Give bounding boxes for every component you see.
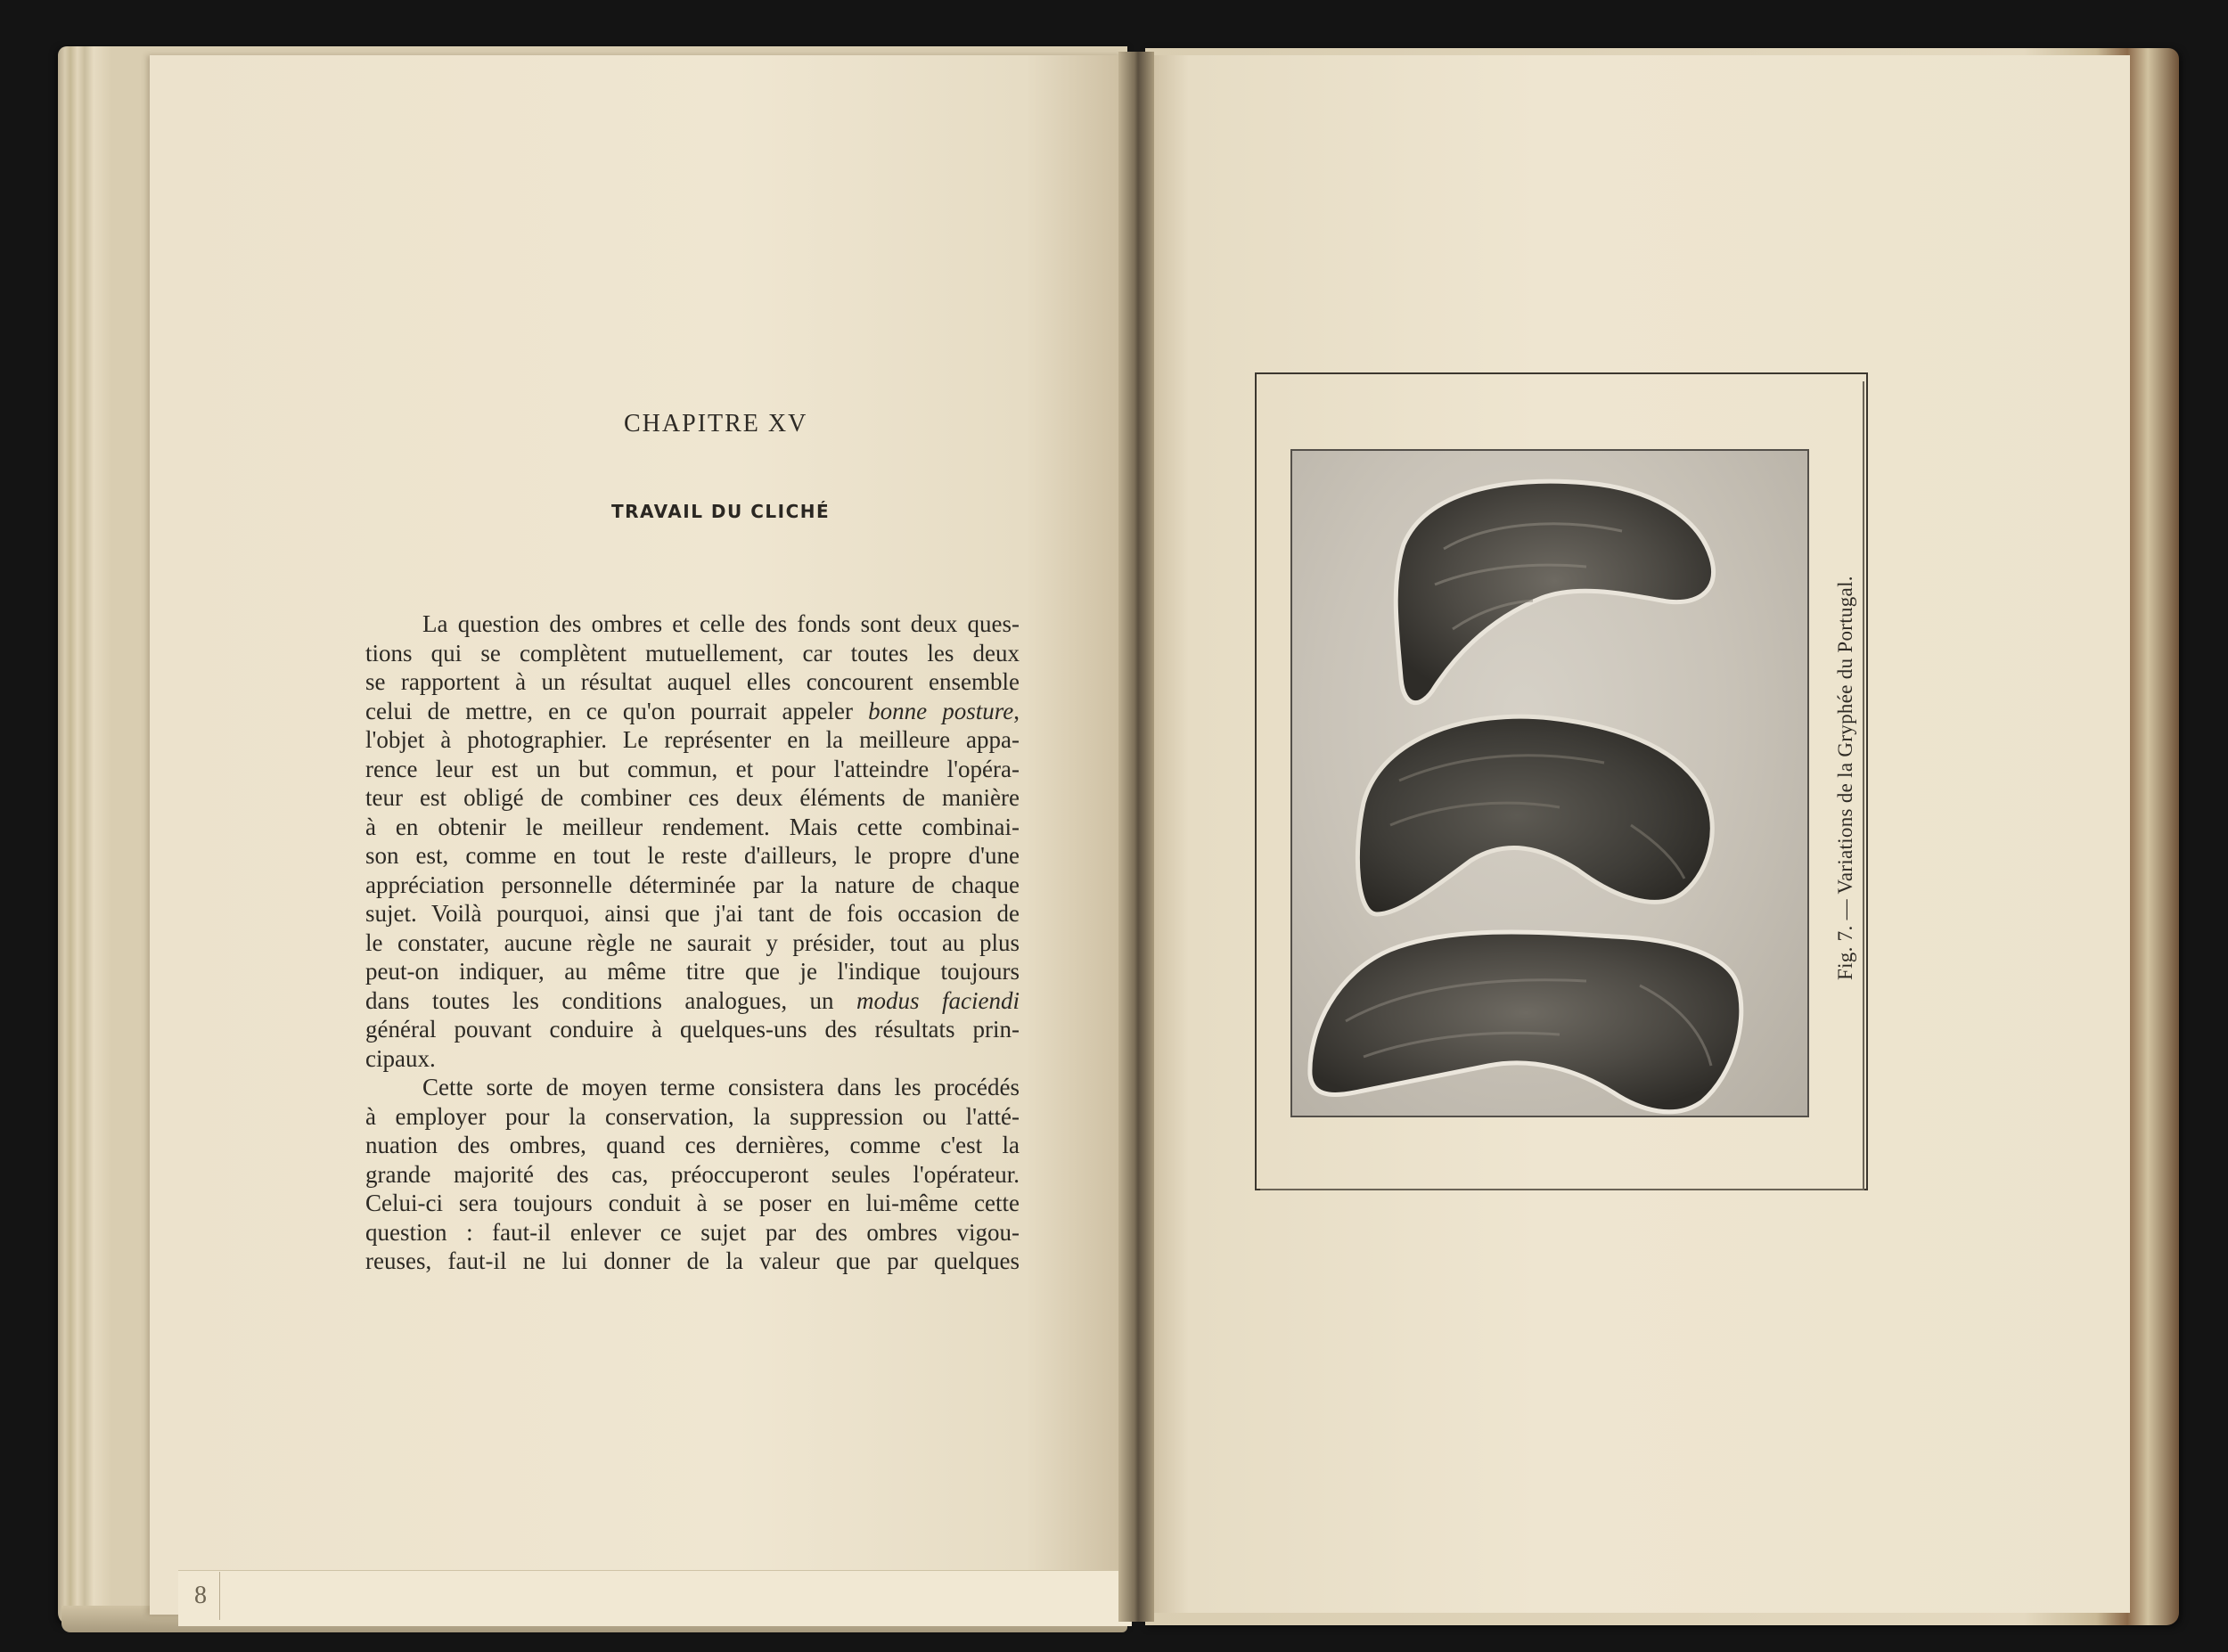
page-number: 8	[182, 1572, 220, 1620]
text-line: reuses, faut-il ne lui donner de la valeur que par quelques	[365, 1247, 1020, 1274]
text-line: tions qui se complètent mutuellement, car toutes les deux	[365, 639, 1020, 667]
figure-caption: Fig. 7. — Variations de la Gryphée du Portugal.	[1834, 576, 1856, 980]
oyster-photograph	[1290, 449, 1809, 1117]
text-line: à employer pour la conservation, la suppression ou l'atté-	[365, 1102, 1020, 1130]
italic-phrase: bonne posture	[868, 697, 1014, 724]
inserted-slip	[178, 1570, 1132, 1626]
text-line: général pouvant conduire à quelques-uns des résultats prin-	[365, 1016, 1020, 1043]
text-line: rence leur est un but commun, et pour l'atteindre l'opéra-	[365, 755, 1020, 782]
text-line: teur est obligé de combiner ces deux éléments de manière	[365, 784, 1020, 811]
text-line: l'objet à photographier. Le représenter en la meilleure appa-	[365, 726, 1020, 753]
text-line: nuation des ombres, quand ces dernières, comme c'est la	[365, 1132, 1020, 1158]
text-line: dans toutes les conditions analogues, un modus faciendi	[365, 986, 1020, 1014]
text-line: grande majorité des cas, préoccuperont seules l'opérateur.	[365, 1160, 1020, 1188]
text-line: peut-on indiquer, au même titre que je l'indique toujours	[365, 958, 1020, 985]
body-text	[365, 609, 1020, 1276]
italic-phrase: modus faciendi	[856, 986, 1020, 1014]
oyster-shell-top	[1396, 481, 1713, 703]
section-title: TRAVAIL DU CLICHÉ	[611, 501, 831, 522]
text-line: La question des ombres et celle des fonds sont deux ques-	[422, 610, 1020, 637]
text-line: Celui-ci sera toujours conduit à se poser en lui-même cette	[365, 1190, 1020, 1216]
text-line: cipaux.	[365, 1044, 436, 1072]
text-line: le constater, aucune règle ne saurait y présider, tout au plus	[365, 928, 1020, 956]
book-gutter	[1118, 52, 1154, 1622]
text-line: à en obtenir le meilleur rendement. Mais cette combinai-	[365, 813, 1020, 840]
oyster-shell-bottom	[1310, 932, 1741, 1112]
oyster-shells-illustration	[1292, 451, 1807, 1116]
text-line: Cette sorte de moyen terme consistera dans les procédés	[422, 1074, 1020, 1100]
text-line: question : faut-il enlever ce sujet par des ombres vigou-	[365, 1218, 1020, 1246]
text-line: sujet. Voilà pourquoi, ainsi que j'ai tant de fois occasion de	[365, 900, 1020, 927]
text-line: celui de mettre, en ce qu'on pourrait appeler bonne posture,	[365, 697, 1020, 724]
text-line: se rapportent à un résultat auquel elles concourent ensemble	[365, 668, 1020, 695]
chapter-title: CHAPITRE XV	[624, 410, 808, 438]
text-line: appréciation personnelle déterminée par la nature de chaque	[365, 871, 1020, 898]
text-line: son est, comme en tout le reste d'ailleurs, le propre d'une	[365, 842, 1020, 869]
oyster-shell-middle	[1357, 716, 1712, 914]
